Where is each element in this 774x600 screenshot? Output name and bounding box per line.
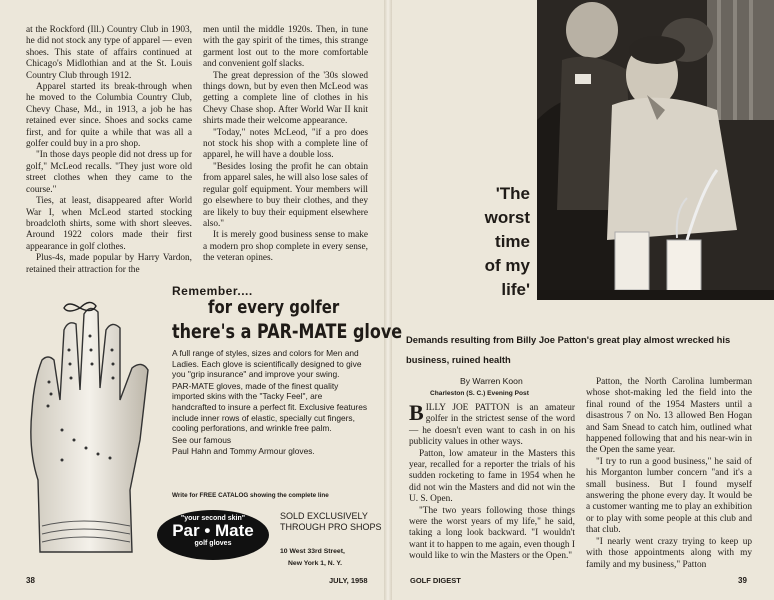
ad-paragraph: See our famous [172, 434, 232, 445]
ad-paragraph: Paul Hahn and Tommy Armour gloves. [172, 446, 315, 457]
quote-line: time [495, 232, 530, 251]
golf-glove-illustration [22, 290, 162, 562]
page-number: 39 [738, 576, 747, 585]
sold-line: THROUGH PRO SHOPS [280, 522, 382, 532]
ad-body [172, 348, 368, 458]
ad-catalog-offer: Write for FREE CATALOG showing the complete line [172, 492, 329, 499]
ad-paragraph: PAR-MATE gloves, made of the finest quality imported skins with the "Tacky Feel", are handcrafted to insure a perfect fit. Exclusive features include inner rows of elastic, specially cut fingers, cooling perforations, and wrinkle free palm. [172, 380, 368, 434]
article-column-3 [409, 400, 575, 563]
ad-paragraph: A full range of styles, sizes and colors for Men and Ladies. Each glove is scientifically designed to give you "grip insurance" and improve your swing. [172, 348, 362, 380]
ad-sold-notice [280, 511, 390, 533]
page-gutter [384, 0, 392, 600]
issue-date: JULY, 1958 [329, 576, 368, 585]
byline-affiliation: Charleston (S. C.) Evening Post [430, 390, 529, 397]
ad-remember: Remember.... [172, 284, 253, 298]
paragraph: "I try to run a good business," he said of his Morganton lumber concern "and it's a small business. But I found myself answering the phone every day. It would be a customer wanting me to play an exhibition or to play with some people at this club and that club. [586, 456, 752, 536]
ad-address: New York 1, N. Y. [288, 560, 343, 567]
magazine-name: GOLF DIGEST [410, 576, 461, 585]
paragraph: "I nearly went crazy trying to keep up with those appointments along with my family and my business," Patton [586, 536, 752, 570]
logo-tagline: "your second skin" [180, 515, 246, 522]
parmate-advertisement [22, 282, 403, 582]
article-column-1 [26, 25, 192, 276]
quote-line: life' [501, 280, 530, 299]
pull-quote [440, 182, 530, 302]
article-column-2 [203, 25, 368, 265]
parmate-logo [157, 510, 269, 560]
paragraph: "Besides losing the profit he can obtain from apparel sales, he will also lose sales of regular golf equipment. Your members will go elsewhere to buy their clothes, and they are likely to buy their equipment elsewhere also." [203, 161, 368, 229]
paragraph: at the Rockford (Ill.) Country Club in 1903, he did not stock any type of apparel — even shoes. This state of affairs continued at Chicago's Midlothian and at the St. Louis Country Club through 1912. [26, 25, 192, 81]
paragraph: Ties, at least, disappeared after World War I, when McLeod started stocking broadcloth shirts, some with short sleeves. Around 1922 colors made their first appearance in golf clothes. [26, 196, 192, 252]
sold-line: SOLD EXCLUSIVELY [280, 511, 368, 521]
golfers-photo [537, 0, 774, 300]
ad-headline: for every golfer [208, 298, 340, 318]
ad-headline: there's a PAR-MATE glove [172, 320, 403, 343]
logo-brand: Par • Mate [172, 521, 254, 540]
drop-cap: B [409, 400, 424, 425]
page-number: 38 [26, 576, 35, 585]
quote-line: of my [484, 256, 530, 275]
paragraph: Plus-4s, made popular by Harry Vardon, retained their attraction for the [26, 253, 192, 275]
paragraph: Patton, low amateur in the Masters this year, recalled for a reporter the trials of his sudden rocketing to fame in 1954 when he did not win the Masters and did not win the U. S. Open. [409, 448, 575, 505]
article-column-4 [586, 377, 752, 571]
article-deck: Demands resulting from Billy Joe Patton's great play almost wrecked his business, ruined health [406, 334, 731, 365]
quote-line: worst [484, 208, 530, 227]
byline: By Warren Koon [460, 376, 523, 386]
paragraph: "Today," notes McLeod, "if a pro does not stock his shop with a complete line of apparel, he will have a double loss. [203, 127, 368, 161]
paragraph: It is merely good business sense to make a modern pro shop complete in every sense, the veteran opines. [203, 230, 368, 264]
quote-line: 'The [495, 184, 530, 203]
lead-text: ILLY JOE PATTON is an amateur golfer in the strictest sense of the word — he doesn't even want to cash in on his publicity values in other ways. [409, 403, 575, 448]
paragraph: men until the middle 1920s. Then, in tune with the gay spirit of the times, this strange garment lost out to the more comfortable and convenient golf slacks. [203, 25, 368, 70]
paragraph [409, 400, 575, 449]
paragraph: The great depression of the '30s slowed things down, but by even then McLeod was getting a complete line of clothes in his Chevy Chase shop. After World War II knit shirts made their welcome appearance. [203, 70, 368, 127]
ad-address: 10 West 33rd Street, [280, 548, 345, 555]
paragraph: Apparel started its break-through when he moved to the Columbia Country Club, Chevy Chase, Md., in 1913, a job he has retained ever since. Shoes and socks came first, and for quite a while that was all a golfer could buy in a pro shop. [26, 82, 192, 150]
paragraph: "The two years following those things were the worst years of my life," he said, taking a long look backward. "I wouldn't want it to happen to me again, even though I would like to win the Masters or the Open." [409, 505, 575, 562]
paragraph: "In those days people did not dress up for golf," McLeod recalls. "They just wore old street clothes when they came to the course." [26, 150, 192, 195]
paragraph: Patton, the North Carolina lumberman whose shot-making led the field into the final round of the 1954 Masters until a disastrous 7 on No. 13 allowed Ben Hogan and Sam Snead to catch him, outlined what happened following that and his near-win in the Open the same year. [586, 377, 752, 456]
logo-subtitle: golf gloves [194, 540, 232, 547]
